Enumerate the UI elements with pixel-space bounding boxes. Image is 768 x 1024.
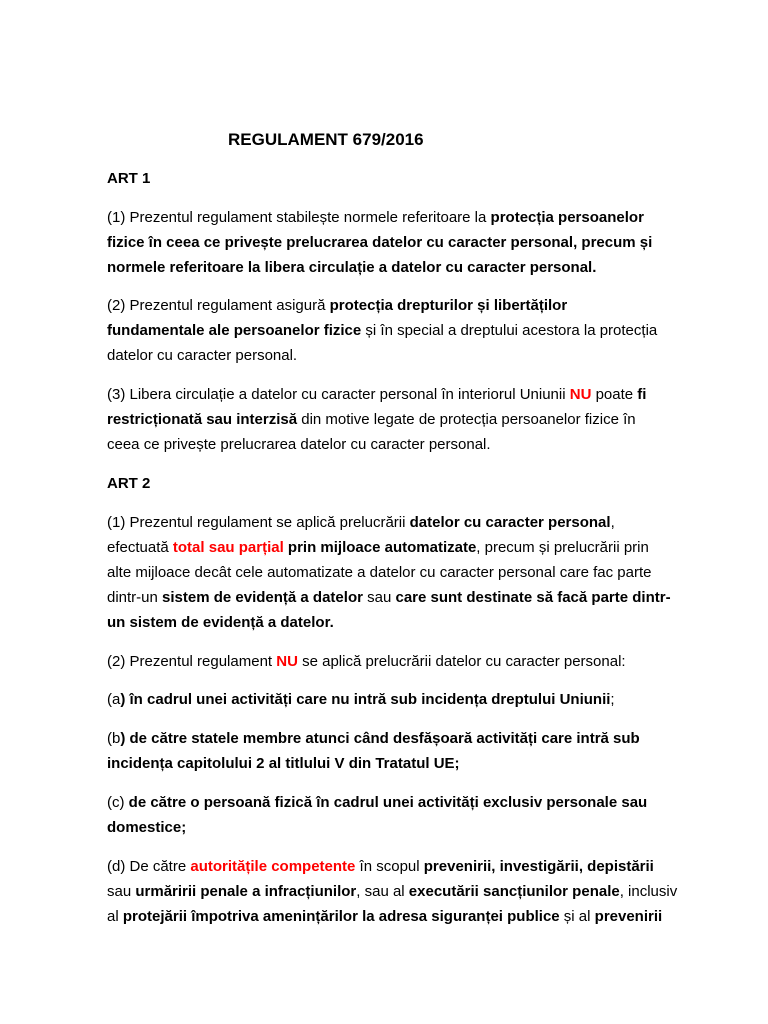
- text-run: și al: [559, 907, 595, 925]
- red-emphasis-text: autoritățile competente: [190, 857, 356, 875]
- text-run: din motive legate de protecția persoanelor fizice în: [297, 411, 636, 429]
- text-run: al: [107, 907, 123, 925]
- bold-text-run: care sunt destinate să facă parte dintr-: [395, 588, 671, 606]
- text-run: poate: [591, 386, 638, 404]
- text-line: [107, 382, 727, 407]
- text-line: [107, 293, 727, 318]
- bold-text-run: normele referitoare la libera circulație a datelor cu caracter personal.: [107, 258, 597, 276]
- text-run: ceea ce privește prelucrarea datelor cu caracter personal.: [107, 436, 491, 454]
- red-emphasis-text: NU: [276, 652, 298, 670]
- text-line: [107, 318, 727, 343]
- article-1-paragraph-1: [107, 205, 727, 280]
- text-line: [107, 432, 727, 457]
- text-run: se aplică prelucrării datelor cu caracter personal:: [297, 652, 626, 670]
- text-line: [107, 854, 727, 879]
- text-run: (2) Prezentul regulament asigură: [107, 297, 330, 315]
- bold-text-run: ) de către statele membre atunci când desfășoară activități care intră sub: [120, 730, 640, 748]
- text-line: [107, 790, 727, 815]
- bold-text-run: prevenirii, investigării, depistării: [423, 857, 654, 875]
- bold-text-run: datelor cu caracter personal: [409, 513, 611, 531]
- text-run: (d) De către: [107, 857, 191, 875]
- bold-text-run: fundamentale ale persoanelor fizice: [107, 322, 362, 340]
- red-emphasis-text: total sau parțial: [172, 538, 284, 556]
- text-run: (c): [107, 793, 129, 811]
- text-run: (1) Prezentul regulament stabilește normele referitoare la: [107, 208, 491, 226]
- article-2-paragraph-2: [107, 649, 727, 674]
- text-line: [107, 560, 727, 585]
- text-line: [107, 726, 727, 751]
- text-run: dintr-un: [107, 588, 163, 606]
- bold-text-run: protecția drepturilor și libertăților: [329, 297, 568, 315]
- bold-text-run: de către o persoană fizică în cadrul unei activități exclusiv personale sau: [128, 793, 648, 811]
- article-2-item-c: [107, 790, 727, 840]
- bold-text-run: domestice;: [107, 818, 187, 836]
- article-2-item-a: [107, 687, 727, 712]
- text-line: [107, 610, 727, 635]
- bold-text-run: protecția persoanelor: [490, 208, 644, 226]
- article-1-heading: ART 1: [107, 169, 151, 187]
- text-line: [107, 687, 727, 712]
- text-run: sau: [362, 588, 396, 606]
- bold-text-run: incidența capitolului 2 al titlului V din Tratatul UE;: [107, 755, 460, 773]
- text-run: (a: [107, 691, 121, 709]
- text-line: [107, 535, 727, 560]
- article-1-paragraph-2: [107, 293, 727, 368]
- bold-text-run: prevenirii: [594, 907, 663, 925]
- bold-text-run: restricționată sau interzisă: [107, 411, 298, 429]
- text-line: [107, 343, 727, 368]
- text-run: , sau al: [356, 882, 409, 900]
- article-2-heading: ART 2: [107, 474, 151, 492]
- article-2-item-b: [107, 726, 727, 776]
- bold-text-run: urmăririi penale a infracțiunilor: [135, 882, 357, 900]
- article-2-item-d: [107, 854, 727, 929]
- bold-text-run: un sistem de evidență a datelor.: [107, 613, 334, 631]
- text-line: [107, 649, 727, 674]
- document-title: REGULAMENT 679/2016: [228, 130, 424, 149]
- text-line: [107, 585, 727, 610]
- text-run: ,: [610, 513, 615, 531]
- bold-text-run: sistem de evidență a datelor: [162, 588, 363, 606]
- text-run: ;: [610, 691, 615, 709]
- red-emphasis-text: NU: [569, 386, 592, 404]
- text-run: și în special a dreptului acestora la protecția: [361, 322, 658, 340]
- text-run: , precum și prelucrării prin: [476, 538, 649, 556]
- text-run: în scopul: [355, 857, 424, 875]
- bold-text-run: fizice în ceea ce privește prelucrarea datelor cu caracter personal, precum și: [107, 233, 653, 251]
- text-line: [107, 255, 727, 280]
- text-line: [107, 904, 727, 929]
- text-run: efectuată: [107, 538, 173, 556]
- text-run: (2) Prezentul regulament: [107, 652, 277, 670]
- article-2-paragraph-1: [107, 510, 727, 635]
- text-run: (1) Prezentul regulament se aplică prelucrării: [107, 513, 410, 531]
- document-body: [107, 127, 727, 943]
- bold-text-run: fi: [637, 386, 647, 404]
- article-1-paragraph-3: [107, 382, 727, 457]
- text-run: datelor cu caracter personal.: [107, 347, 298, 365]
- text-line: [107, 879, 727, 904]
- text-run: sau: [107, 882, 136, 900]
- text-line: [107, 815, 727, 840]
- bold-text-run: ) în cadrul unei activități care nu intră sub incidența dreptului Uniunii: [120, 691, 611, 709]
- text-line: [107, 407, 727, 432]
- text-line: [107, 510, 727, 535]
- bold-text-run: protejării împotriva amenințărilor la adresa siguranței publice: [122, 907, 560, 925]
- text-line: [107, 230, 727, 255]
- bold-text-run: prin mijloace automatizate: [283, 538, 477, 556]
- text-run: (b: [107, 730, 121, 748]
- text-line: [107, 751, 727, 776]
- text-line: [107, 205, 727, 230]
- text-run: alte mijloace decât cele automatizate a datelor cu caracter personal care fac parte: [107, 563, 652, 581]
- text-run: (3) Libera circulație a datelor cu caracter personal în interiorul Uniunii: [107, 386, 570, 404]
- bold-text-run: executării sancțiunilor penale: [408, 882, 620, 900]
- text-run: , inclusiv: [619, 882, 678, 900]
